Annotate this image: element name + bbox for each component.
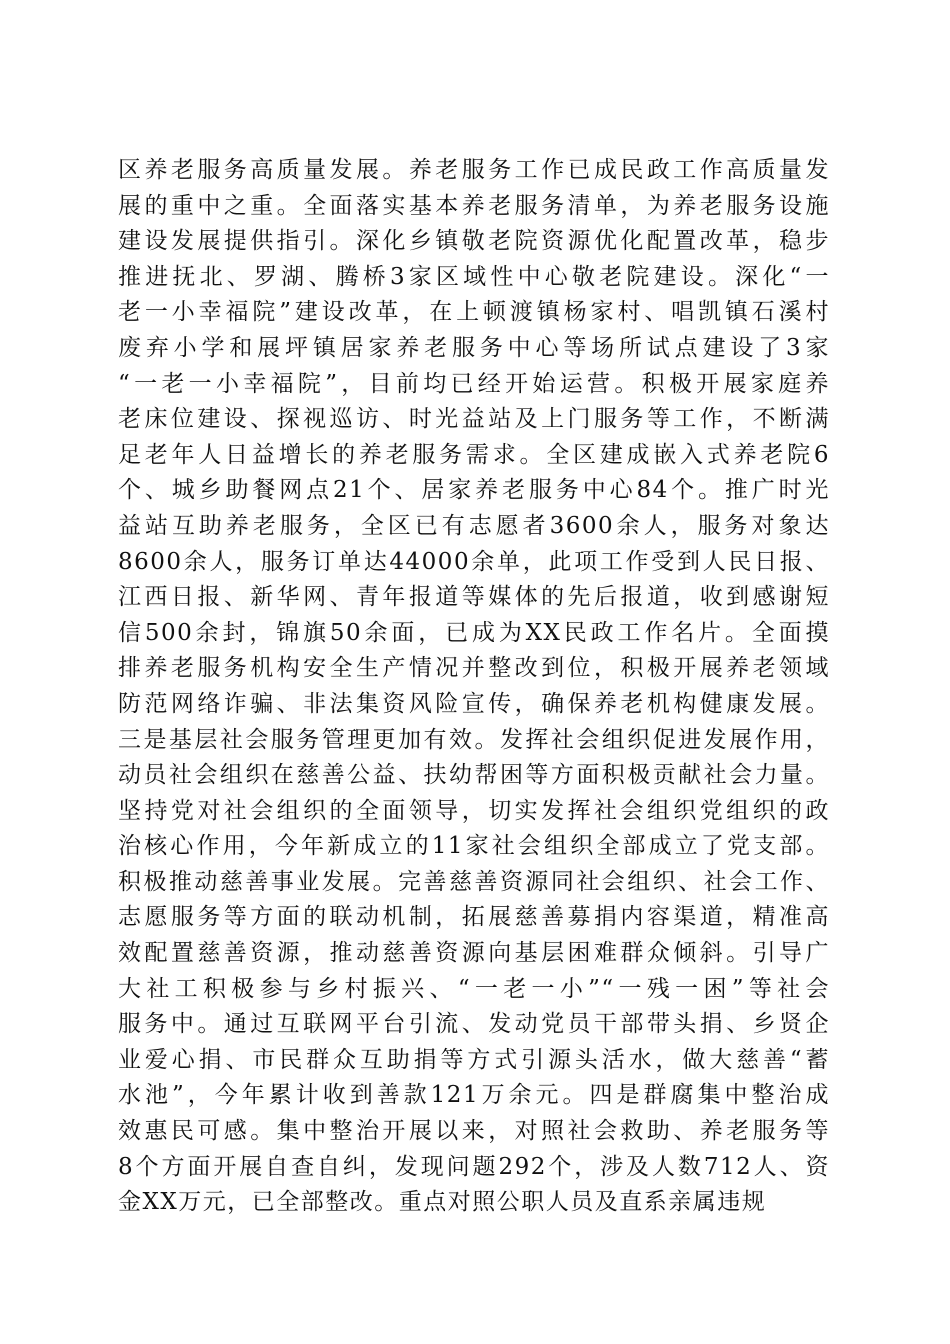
text-line: 金XX万元，已全部整改。重点对照公职人员及直系亲属违规 — [118, 1189, 767, 1216]
text-line: 大社工积极参与乡村振兴、“一老一小”“一残一困”等社会 — [118, 975, 830, 1002]
text-line: 业爱心捐、市民群众互助捐等方式引源头活水，做大慈善“蓄 — [118, 1046, 830, 1073]
text-line: 个、城乡助餐网点21个、居家养老服务中心84个。推广时光 — [118, 477, 830, 504]
text-line: 效惠民可感。集中整治开展以来，对照社会救助、养老服务等 — [118, 1118, 830, 1145]
text-line: 老床位建设、探视巡访、时光益站及上门服务等工作，不断满 — [118, 406, 830, 433]
text-line: 效配置慈善资源，推动慈善资源向基层困难群众倾斜。引导广 — [118, 940, 830, 967]
text-line: 江西日报、新华网、青年报道等媒体的先后报道，收到感谢短 — [118, 584, 830, 611]
text-line: 老一小幸福院”建设改革，在上顿渡镇杨家村、唱凯镇石溪村 — [118, 299, 830, 326]
text-line: 建设发展提供指引。深化乡镇敬老院资源优化配置改革，稳步 — [118, 228, 830, 255]
text-line: 益站互助养老服务，全区已有志愿者3600余人，服务对象达 — [118, 512, 830, 539]
text-line: 治核心作用，今年新成立的11家社会组织全部成立了党支部。 — [118, 833, 830, 860]
text-line: 8个方面开展自查自纠，发现问题292个，涉及人数712人、资 — [118, 1153, 830, 1180]
text-line: 坚持党对社会组织的全面领导，切实发挥社会组织党组织的政 — [118, 797, 830, 824]
body-text — [118, 153, 830, 1221]
text-line: 废弃小学和展坪镇居家养老服务中心等场所试点建设了3家 — [118, 334, 830, 361]
text-line: 区养老服务高质量发展。养老服务工作已成民政工作高质量发 — [118, 157, 830, 183]
text-line: 展的重中之重。全面落实基本养老服务清单，为养老服务设施 — [118, 192, 830, 219]
text-line: 积极推动慈善事业发展。完善慈善资源同社会组织、社会工作、 — [118, 868, 830, 895]
text-line: 动员社会组织在慈善公益、扶幼帮困等方面积极贡献社会力量。 — [118, 762, 830, 789]
text-line: 排养老服务机构安全生产情况并整改到位，积极开展养老领域 — [118, 655, 830, 682]
text-line: 水池”，今年累计收到善款121万余元。四是群腐集中整治成 — [118, 1082, 830, 1109]
text-line: 防范网络诈骗、非法集资风险宣传，确保养老机构健康发展。 — [118, 690, 830, 717]
text-line: 8600余人，服务订单达44000余单，此项工作受到人民日报、 — [118, 548, 830, 575]
text-line: 信500余封，锦旗50余面，已成为XX民政工作名片。全面摸 — [118, 619, 830, 646]
text-line: “一老一小幸福院”，目前均已经开始运营。积极开展家庭养 — [118, 370, 830, 397]
text-line: 推进抚北、罗湖、腾桥3家区域性中心敬老院建设。深化“一 — [118, 263, 830, 290]
text-line: 三是基层社会服务管理更加有效。发挥社会组织促进发展作用， — [118, 726, 830, 753]
text-line: 足老年人日益增长的养老服务需求。全区建成嵌入式养老院6 — [118, 441, 830, 468]
text-line: 志愿服务等方面的联动机制，拓展慈善募捐内容渠道，精准高 — [118, 904, 830, 931]
text-line: 服务中。通过互联网平台引流、发动党员干部带头捐、乡贤企 — [118, 1011, 830, 1038]
